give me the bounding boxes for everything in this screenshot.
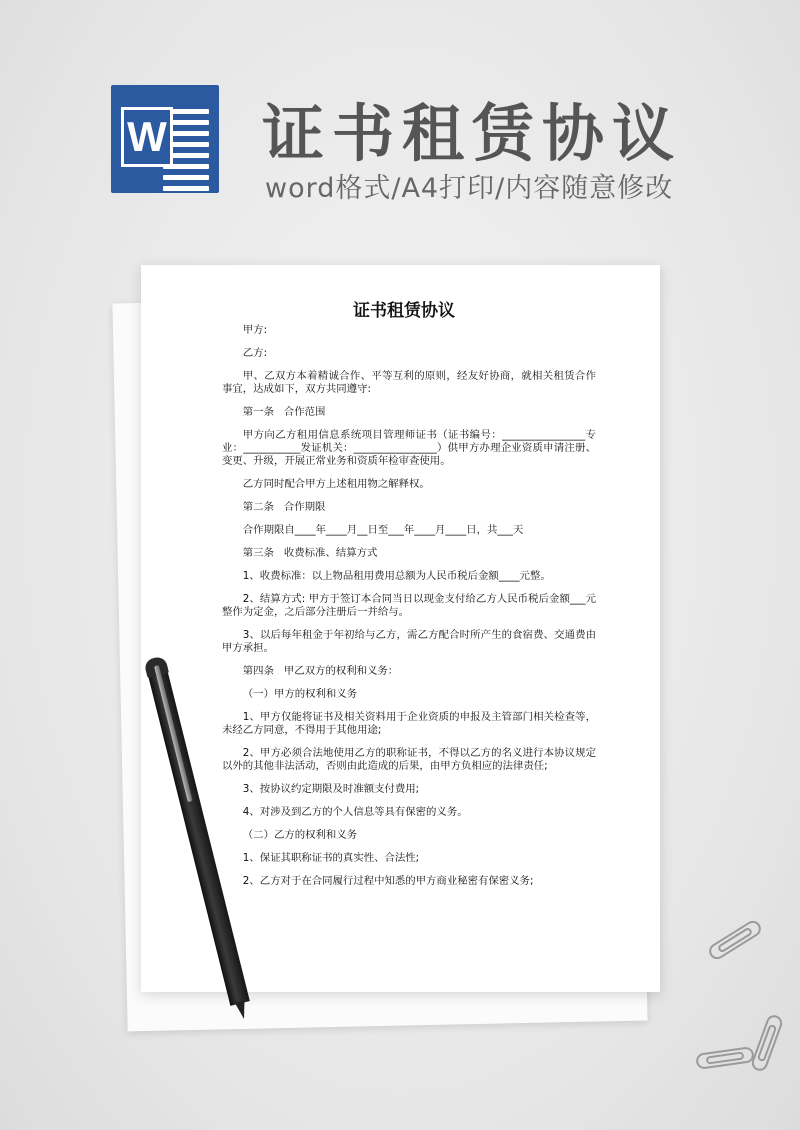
paragraph-article-2: 第二条 合作期限: [242, 501, 326, 513]
paragraph-party-a-rights: （一）甲方的权利和义务: [242, 688, 358, 700]
paragraph-a-duty-2: 2、甲方必须合法地使用乙方的职称证书，不得以乙方的名义进行本协议规定以外的其他非法活动，否则由此造成的后果，由甲方负相应的法律责任;: [222, 747, 596, 772]
paragraph-party-b-rights: （二）乙方的权利和义务: [242, 829, 358, 841]
document-body: [222, 324, 596, 888]
paperclip-icon: [750, 1013, 785, 1073]
paragraph-b-duty-2: 2、乙方对于在合同履行过程中知悉的甲方商业秘密有保密义务;: [242, 875, 534, 887]
paragraph-party-b: 乙方:: [242, 347, 268, 359]
paragraph-preamble: 甲、乙双方本着精诚合作、平等互利的原则，经友好协商，就相关租赁合作事宜，达成如下，双方共同遵守:: [222, 370, 596, 395]
paragraph-term: 合作期限自____年____月__日至___年____月____日，共___天: [242, 524, 524, 536]
word-logo: [111, 85, 219, 193]
paragraph-settlement: 2、结算方式: 甲方于签订本合同当日以现金支付给乙方人民币税后金额___元整作为定金，之后部分注册后一并给与。: [222, 593, 596, 618]
paragraph-interpretation: 乙方同时配合甲方上述租用物之解释权。: [242, 478, 430, 490]
page-subtitle: word格式/A4打印/内容随意修改: [265, 173, 674, 204]
paragraph-article-3: 第三条 收费标准、结算方式: [242, 547, 378, 559]
word-letter-icon: W: [121, 107, 173, 167]
paragraph-scope: 甲方向乙方租用信息系统项目管理师证书（证书编号：________________专业：___________发证机关：________________）供甲方办理企业资质申请注册、变更、升级，开展正常业务和资质年检审查使用。: [222, 429, 596, 467]
paragraph-a-duty-1: 1、甲方仅能将证书及相关资料用于企业资质的申报及主管部门相关检查等，未经乙方同意，不得用于其他用途;: [222, 711, 596, 736]
paragraph-article-1: 第一条 合作范围: [242, 406, 326, 418]
paragraph-annual-rent: 3、以后每年租金于年初给与乙方，需乙方配合时所产生的食宿费、交通费由甲方承担。: [222, 629, 596, 654]
document-title: 证书租赁协议: [353, 301, 455, 321]
paperclip-icon: [695, 1046, 755, 1070]
paragraph-a-duty-4: 4、对涉及到乙方的个人信息等具有保密的义务。: [242, 806, 468, 818]
paragraph-party-a: 甲方:: [242, 324, 268, 336]
page-title: 证书租赁协议: [262, 97, 683, 170]
paragraph-fee-standard: 1、收费标准：以上物品租用费用总额为人民币税后金额____元整。: [242, 570, 551, 582]
paragraph-a-duty-3: 3、按协议约定期限及时准额支付费用;: [242, 783, 420, 795]
paragraph-b-duty-1: 1、保证其职称证书的真实性、合法性;: [242, 852, 420, 864]
paperclip-icon: [706, 918, 764, 962]
paragraph-article-4: 第四条 甲乙双方的权利和义务：: [242, 665, 399, 677]
